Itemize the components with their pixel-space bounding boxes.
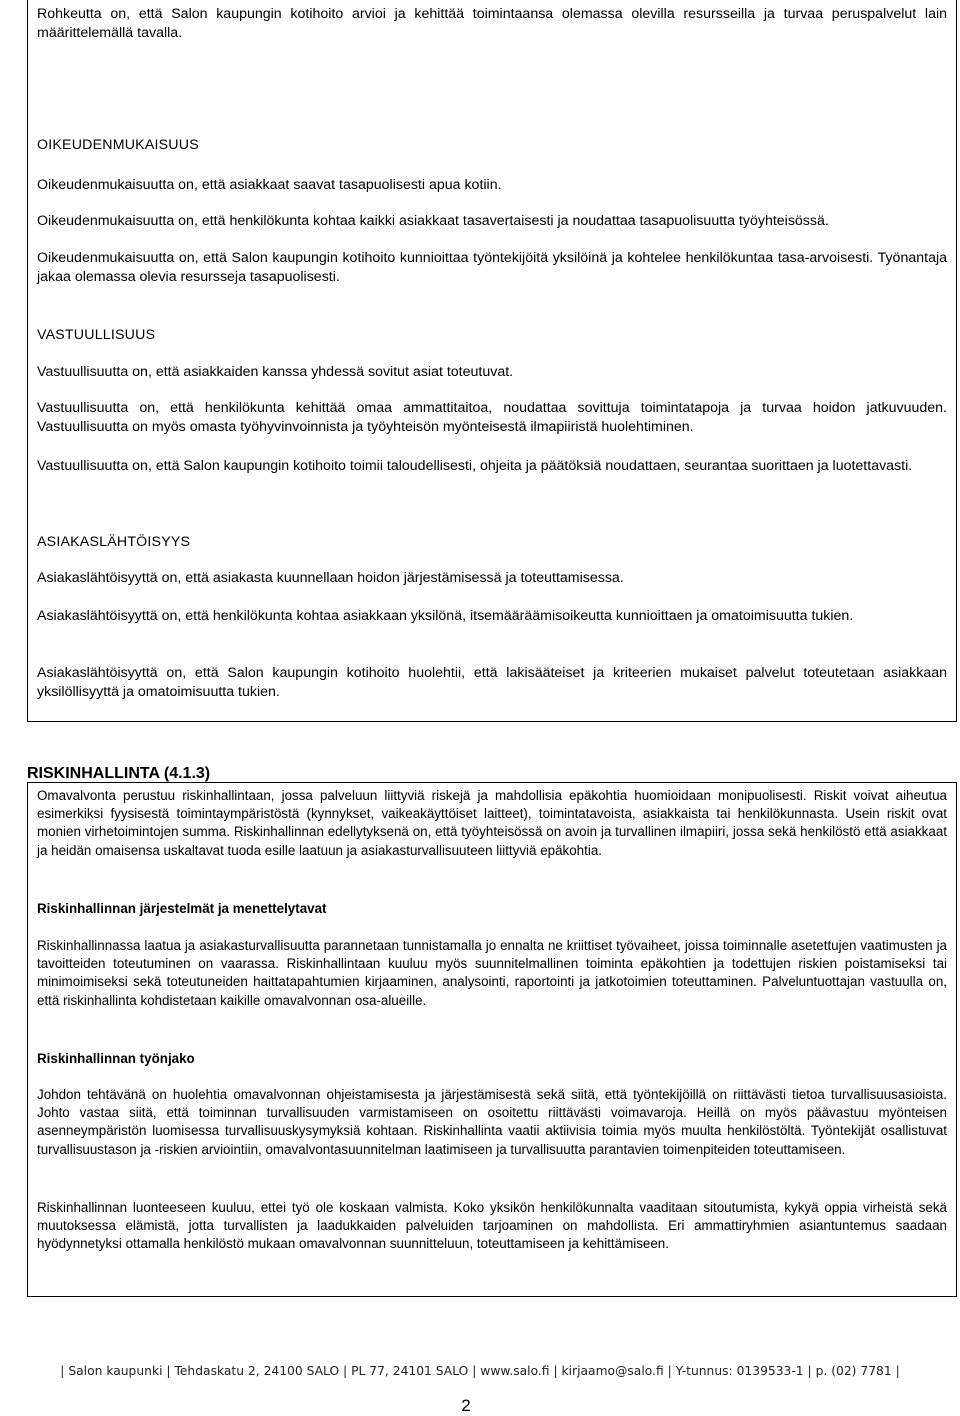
jarjestelmat-paragraph: Riskinhallinnassa laatua ja asiakasturvallisuutta parannetaan tunnistamalla jo ennalta ne kriittiset työvaiheet, joissa toiminnalle asetettujen vaatimusten ja tavoitteiden toteutuminen on vaarassa. Riskinhallintaan kuuluu myös suunnitelmallinen toiminta epäkohtien ja todettujen riskien poistamiseksi tai minimoimiseksi sekä toteutuneiden haittatapahtumien kirjaaminen, analysointi, raportointi ja jatkotoimien toteuttaminen. Palveluntuottajan vastuulla on, että riskinhallinta kohdistetaan kaikille omavalvonnan osa-alueille. xyxy=(37,938,947,1008)
asiakaslahtoisyys-paragraph-3: Asiakaslähtöisyyttä on, että Salon kaupungin kotihoito huolehtii, että lakisääteiset ja kriteerien mukaiset palvelut toteutetaan asiakkaan yksilöllisyyttä ja omatoimisuutta tukien. xyxy=(37,665,947,700)
asiakaslahtoisyys-paragraph-2: Asiakaslähtöisyyttä on, että henkilökunta kohtaa asiakkaan yksilönä, itsemääräämisoikeutta kunnioittaen ja omatoimisuutta tukien. xyxy=(37,608,854,624)
vastuullisuus-paragraph-3: Vastuullisuutta on, että Salon kaupungin kotihoito toimii taloudellisesti, ohjeita ja päätöksiä noudattaen, seurantaa suorittaen ja luotettavasti. xyxy=(37,458,913,474)
oikeudenmukaisuus-paragraph-2: Oikeudenmukaisuutta on, että henkilökunta kohtaa kaikki asiakkaat tasavertaisesti ja noudattaa tasapuolisuutta työyhteisössä. xyxy=(37,213,829,229)
luonne-paragraph: Riskinhallinnan luonteeseen kuuluu, ettei työ ole koskaan valmista. Koko yksikön henkilökunnalta vaaditaan sitoutumista, kykyä oppia virheistä sekä muutoksessa elämistä, jotta turvallisten ja laadukkaiden palveluiden tarjoaminen on mahdollista. Eri ammattiryhmien asiantuntemus saadaan hyödynnetyksi ottamalla henkilöstö mukaan omavalvonnan suunnitteluun, toteuttamiseen ja kehittämiseen. xyxy=(37,1200,947,1252)
oikeudenmukaisuus-paragraph-1: Oikeudenmukaisuutta on, että asiakkaat saavat tasapuolisesti apua kotiin. xyxy=(37,177,502,193)
rohkeus-paragraph: Rohkeutta on, että Salon kaupungin kotihoito arvioi ja kehittää toimintaansa olemassa olevilla resursseilla ja turvaa peruspalvelut lain määrittelemällä tavalla. xyxy=(37,6,947,41)
oikeudenmukaisuus-heading: OIKEUDENMUKAISUUS xyxy=(37,137,199,153)
riskinhallinta-title: RISKINHALLINTA (4.1.3) xyxy=(27,765,211,782)
asiakaslahtoisyys-heading: ASIAKASLÄHTÖISYYS xyxy=(37,534,191,550)
vastuullisuus-paragraph-1: Vastuullisuutta on, että asiakkaiden kanssa yhdessä sovitut asiat toteutuvat. xyxy=(37,364,514,380)
riskinhallinta-intro: Omavalvonta perustuu riskinhallintaan, jossa palveluun liittyviä riskejä ja mahdollisia epäkohtia huomioidaan monipuolisesti. Riskit voivat aiheutua esimerkiksi fyysisestä toimintaympäristöstä (kynnykset, vaikeakäyttöiset laitteet), toimintatavoista, asiakkaista tai henkilökunnasta. Usein riskit ovat monien virhetoimintojen summa. Riskinhallinnan edellytyksenä on, että työyhteisössä on avoin ja turvallinen ilmapiiri, jossa sekä henkilöstö että asiakkaat ja heidän omaisensa uskaltavat tuoda esille laatuun ja asiakasturvallisuuteen liittyviä epäkohtia. xyxy=(37,788,947,858)
page-number: 2 xyxy=(461,1396,471,1415)
tyonjako-paragraph: Johdon tehtävänä on huolehtia omavalvonnan ohjeistamisesta ja järjestämisestä sekä siitä, että työntekijöillä on riittävästi tietoa turvallisuusasioista. Johto vastaa siitä, että toiminnan turvallisuuden varmistamiseen on osoitettu riittävästi voimavaroja. Heillä on myös päävastuu myönteisen asenneympäristön luomisessa turvallisuuskysymyksiä kohtaan. Riskinhallinta vaatii aktiivisia toimia myös muulta henkilöstöltä. Työntekijät osallistuvat turvallisuustason ja -riskien arviointiin, omavalvontasuunnitelman laatimiseen ja turvallisuutta parantavien toimenpiteiden toteuttamiseen. xyxy=(37,1087,947,1157)
vastuullisuus-heading: VASTUULLISUUS xyxy=(37,327,156,343)
page-footer: | Salon kaupunki | Tehdaskatu 2, 24100 SALO | PL 77, 24101 SALO | www.salo.fi | kirjaamo@salo.fi | Y-tunnus: 0139533-1 | p. (02) 7781 | xyxy=(60,1364,900,1378)
oikeudenmukaisuus-paragraph-3: Oikeudenmukaisuutta on, että Salon kaupungin kotihoito kunnioittaa työntekijöitä yksilöinä ja kohtelee henkilökuntaa tasa-arvoisesti. Työnantaja jakaa olemassa olevia resursseja tasapuolisesti. xyxy=(37,250,947,285)
vastuullisuus-paragraph-2: Vastuullisuutta on, että henkilökunta kehittää omaa ammattitaitoa, noudattaa sovittuja toimintatapoja ja turvaa hoidon jatkuvuuden. Vastuullisuutta on myös omasta työhyvinvoinnista ja työyhteisön myönteisestä ilmapiiristä huolehtiminen. xyxy=(37,400,947,435)
tyonjako-heading: Riskinhallinnan työnjako xyxy=(37,1051,195,1066)
jarjestelmat-heading: Riskinhallinnan järjestelmät ja menettelytavat xyxy=(37,901,327,916)
asiakaslahtoisyys-paragraph-1: Asiakaslähtöisyyttä on, että asiakasta kuunnellaan hoidon järjestämisessä ja toteuttamisessa. xyxy=(37,570,624,586)
